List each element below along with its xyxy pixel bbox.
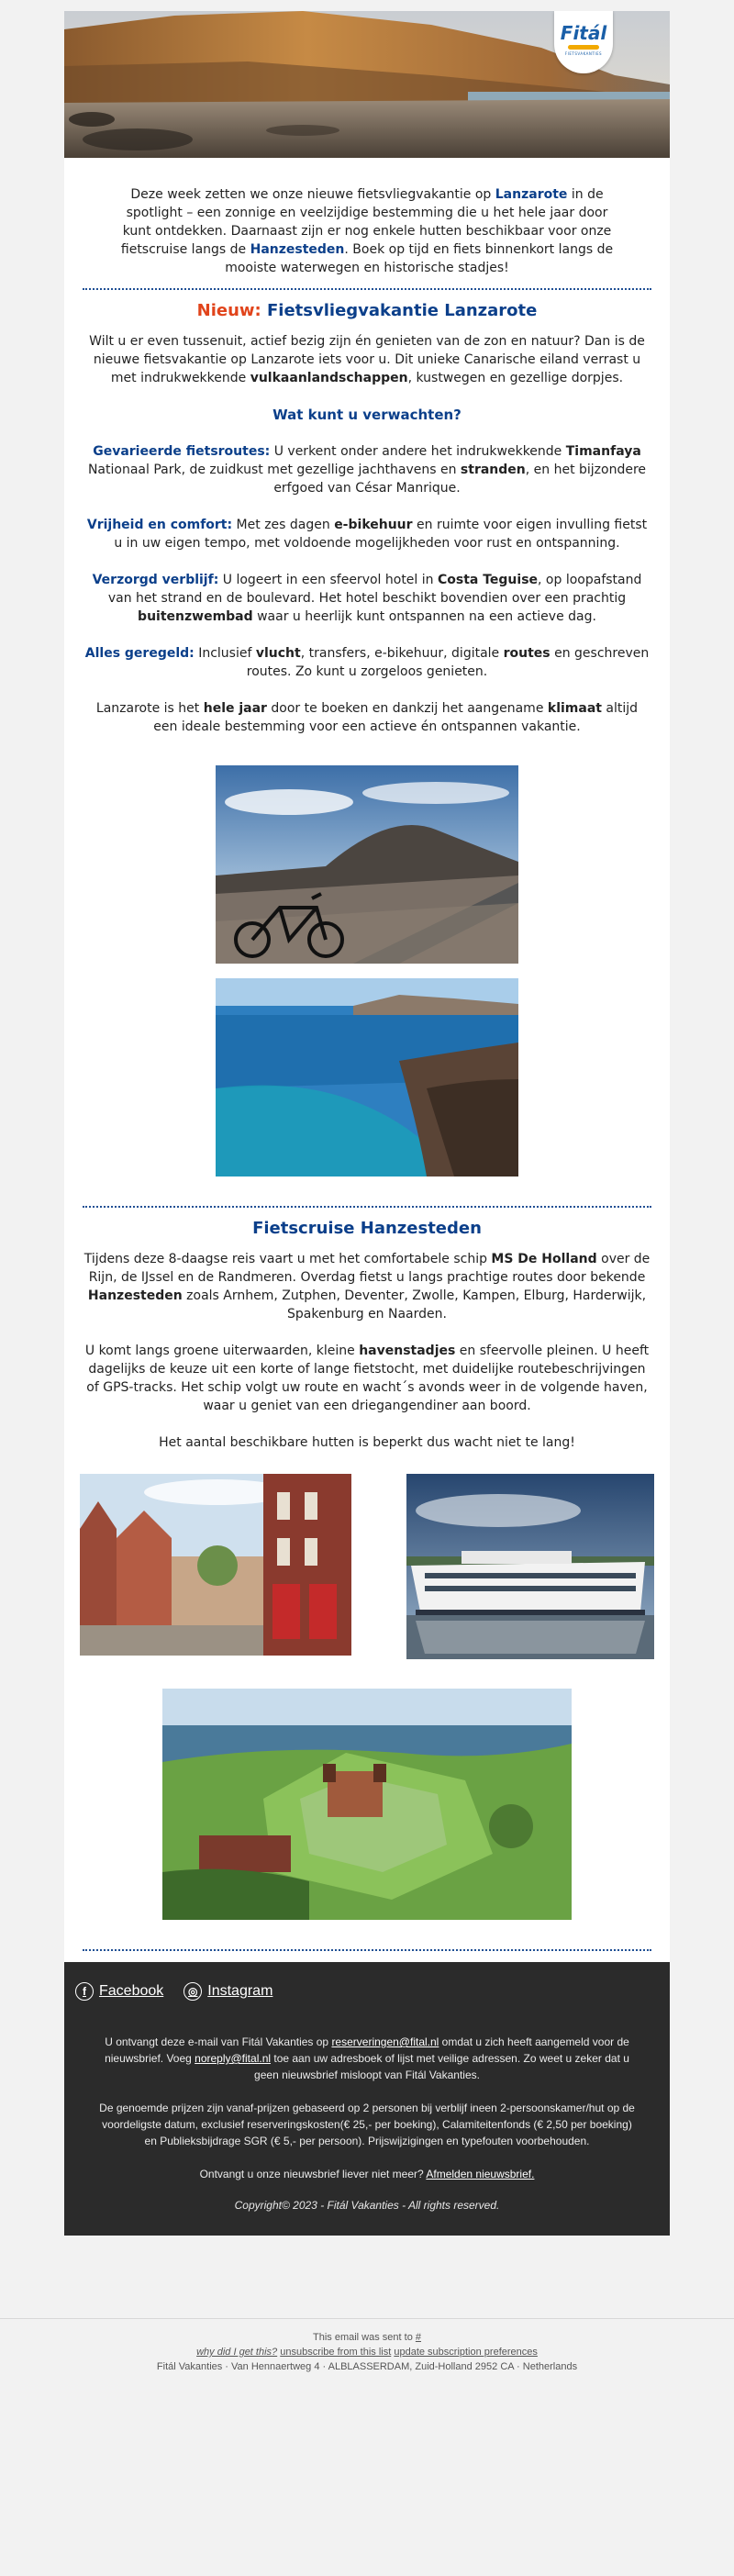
footer: [64, 1962, 670, 2236]
title-new-label: Nieuw:: [196, 301, 261, 320]
intro-highlight: Hanzesteden: [250, 242, 345, 257]
text-bold: klimaat: [547, 701, 602, 716]
text-bold: vlucht: [255, 646, 301, 661]
bottom-bar: [0, 2318, 734, 2374]
coast-photo[interactable]: [216, 978, 518, 1176]
facebook-icon: f: [75, 1982, 94, 2001]
copyright: Copyright© 2023 - Fitál Vakanties - All rights reserved.: [234, 2199, 500, 2212]
text-part: , op loopafstand van het strand en de boulevard. Het hotel beschikt bovendien over een prachtig: [107, 573, 642, 606]
castle-muiden-photo[interactable]: [162, 1689, 572, 1920]
logo-subtitle: FIETSVAKANTIES: [564, 50, 603, 56]
unsubscribe-newsletter-link[interactable]: Afmelden nieuwsbrief.: [426, 2168, 535, 2180]
price-disclaimer: De genoemde prijzen zijn vanaf-prijzen gebaseerd op 2 personen bij verblijf ineen 2-persoonskamer/hut op de voordeligste datum, exclusief reserveringskosten(€ 25,- per boeking), Calamiteitenfonds (€ 2,50 per boeking) en Publieksbijdrage SGR (€ 5,- per persoon). Prijswijzigingen en typefouten voorbehouden.: [99, 2102, 635, 2147]
facebook-label: Facebook: [99, 1983, 164, 1999]
section-divider: [83, 288, 651, 290]
text-part: omdat u zich heeft aangemeld voor de nieuwsbrief. Voeg: [105, 2035, 629, 2065]
text-bold: Costa Teguise: [437, 573, 539, 587]
lanzarote-closing: [83, 699, 651, 736]
text-part: , kustwegen en gezellige dorpjes.: [407, 371, 624, 385]
text-bold: hele jaar: [203, 701, 267, 716]
feature-label: Gevarieerde fietsroutes:: [93, 444, 271, 459]
email-container: [64, 11, 670, 2236]
cruise-text-1: [83, 1250, 651, 1323]
text-part: , transfers, e-bikehuur, digitale: [300, 646, 504, 661]
ms-de-holland-photo[interactable]: [406, 1474, 654, 1659]
text-part: en geschreven routes. Zo kunt u zorgeloos genieten.: [246, 646, 650, 679]
text-part: Inclusief: [194, 646, 256, 661]
list-links: [0, 2345, 734, 2359]
bike-volcano-photo[interactable]: [216, 765, 518, 964]
why-did-i-get-this-link[interactable]: why did I get this?: [196, 2347, 278, 2358]
reservations-email-link[interactable]: reserveringen@fital.nl: [331, 2035, 439, 2048]
text-part: Tijdens deze 8-daagse reis vaart u met het comfortabele schip: [83, 1252, 492, 1266]
intro-part: in de spotlight – een zonnige en veelzijdige bestemming die u het hele jaar door kunt ontdekken. Daarnaast zijn er nog enkele hutten beschikbaar voor onze fietscruise langs de: [120, 187, 612, 257]
text-bold: routes: [503, 646, 550, 661]
intro-part: Deze week zetten we onze nieuwe fietsvliegvakantie op: [130, 187, 495, 202]
text-bold: Hanzesteden: [87, 1288, 183, 1303]
lanzarote-section: [64, 301, 670, 1176]
text-bold: buitenzwembad: [138, 609, 253, 624]
text-part: Ontvangt u onze nieuwsbrief liever niet meer?: [199, 2168, 427, 2180]
text-part: over de Rijn, de IJssel en de Randmeren. Overdag fietst u langs prachtige routes door bekende: [88, 1252, 651, 1285]
text-part: toe aan uw adresboek of lijst met veilige adressen. Zo weet u zeker dat u geen nieuwsbrief misloopt van Fitál Vakanties.: [254, 2052, 629, 2081]
lanzarote-title: [83, 301, 651, 321]
text-part: This email was sent to: [313, 2332, 416, 2343]
hero-banner: [64, 11, 670, 158]
text-part: U ontvangt deze e-mail van Fitál Vakanties op: [105, 2035, 332, 2048]
cruise-section: [64, 1219, 670, 1452]
sender-address: Fitál Vakanties · Van Hennaertweg 4 · ALBLASSERDAM, Zuid-Holland 2952 CA · Netherlands: [156, 2361, 578, 2372]
unsubscribe-link[interactable]: unsubscribe from this list: [280, 2347, 392, 2358]
feature-routes: [83, 442, 651, 497]
unsubscribe-notice: [64, 2166, 670, 2182]
text-part: U logeert in een sfeervol hotel in: [218, 573, 438, 587]
feature-label: Vrijheid en comfort:: [86, 518, 233, 532]
feature-arranged: [83, 644, 651, 681]
logo-text: Fitál: [560, 21, 607, 44]
update-preferences-link[interactable]: update subscription preferences: [394, 2347, 538, 2358]
feature-stay: [83, 571, 651, 626]
section-divider: [83, 1206, 651, 1208]
fital-logo[interactable]: [554, 11, 613, 73]
text-part: Wilt u er even tussenuit, actief bezig zijn én genieten van de zon en natuur? Dan is de nieuwe fietsvakantie op Lanzarote iets voor u. Dit unieke Canarische eiland verrast u met indrukwekkende: [89, 334, 645, 385]
sent-to-link[interactable]: #: [415, 2332, 421, 2343]
feature-comfort: [83, 516, 651, 552]
cruise-title: Fietscruise Hanzesteden: [252, 1219, 482, 1238]
subscription-notice: [64, 2034, 670, 2083]
instagram-link[interactable]: [184, 1982, 272, 2001]
logo-swoosh: [568, 45, 599, 50]
text-part: zoals Arnhem, Zutphen, Deventer, Zwolle, Kampen, Elburg, Harderwijk, Spakenburg en Naarden.: [182, 1288, 647, 1321]
text-bold: havenstadjes: [359, 1344, 456, 1358]
feature-label: Alles geregeld:: [84, 646, 195, 661]
social-links: [64, 1982, 670, 2001]
intro-text: [83, 185, 651, 277]
noreply-email-link[interactable]: noreply@fital.nl: [195, 2052, 272, 2065]
text-part: U komt langs groene uiterwaarden, kleine: [84, 1344, 360, 1358]
instagram-icon: ◎: [184, 1982, 202, 2001]
intro-highlight: Lanzarote: [495, 187, 568, 202]
text-part: waar u heerlijk kunt ontspannen na een actieve dag.: [252, 609, 596, 624]
cruise-photo-row: [64, 1474, 670, 1659]
text-part: en sfeervolle pleinen. U heeft dagelijks de keuze uit een korte of lange fietstocht, met duidelijke routebeschrijvingen of GPS-tracks. Het schip volgt uw route en wacht´s avonds weer in de volgende haven, waar u geniet van een driegangendiner aan boord.: [86, 1344, 650, 1413]
text-part: Lanzarote is het: [95, 701, 204, 716]
expect-heading: Wat kunt u verwachten?: [272, 407, 462, 423]
title-main: Fietsvliegvakantie Lanzarote: [261, 301, 538, 320]
cruise-text-2: [83, 1342, 651, 1415]
text-part: door te boeken en dankzij het aangename: [266, 701, 548, 716]
cruise-text-3: Het aantal beschikbare hutten is beperkt dus wacht niet te lang!: [159, 1435, 575, 1450]
text-bold: MS De Holland: [491, 1252, 597, 1266]
intro-part: . Boek op tijd en fiets binnenkort langs de mooiste waterwegen en historische stadjes!: [225, 242, 614, 275]
text-part: altijd een ideale bestemming voor een actieve én ontspannen vakantie.: [153, 701, 639, 734]
facebook-link[interactable]: [75, 1982, 163, 2001]
feature-label: Verzorgd verblijf:: [92, 573, 219, 587]
section-divider: [83, 1949, 651, 1951]
text-bold: e-bikehuur: [334, 518, 413, 532]
text-bold: vulkaanlandschappen: [250, 371, 408, 385]
text-part: en ruimte voor eigen invulling fietst u in uw eigen tempo, met voldoende mogelijkheden voor rust en ontspanning.: [114, 518, 648, 551]
hanze-town-photo[interactable]: [80, 1474, 351, 1656]
instagram-label: Instagram: [207, 1983, 273, 1999]
sent-to-line: [0, 2330, 734, 2345]
text-part: Met zes dagen: [232, 518, 335, 532]
lanzarote-intro: [83, 332, 651, 387]
text-part: , en het bijzondere erfgoed van César Manrique.: [273, 463, 647, 496]
text-bold: Timanfaya: [565, 444, 641, 459]
text-part: Nationaal Park, de zuidkust met gezellige jachthavens en: [87, 463, 461, 477]
text-bold: stranden: [460, 463, 526, 477]
text-part: U verkent onder andere het indrukwekkende: [270, 444, 566, 459]
